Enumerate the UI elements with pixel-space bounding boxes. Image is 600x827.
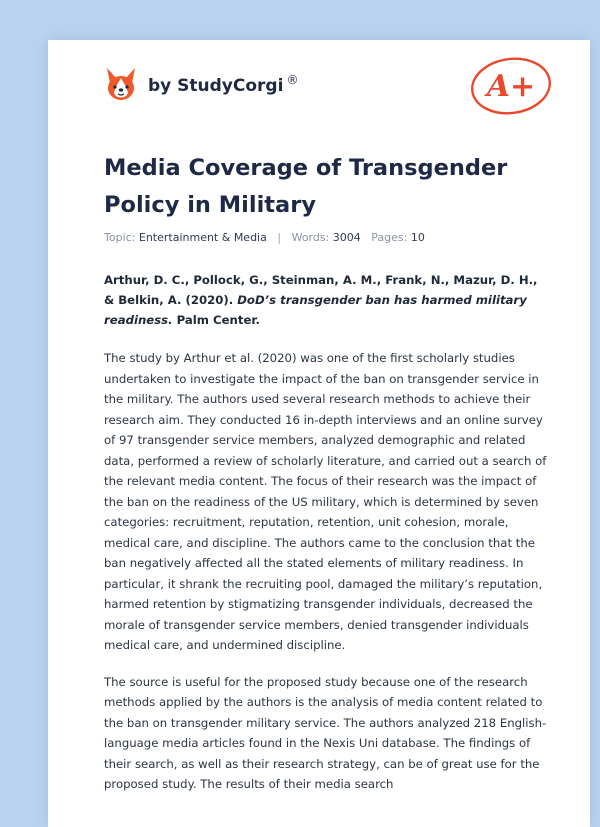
brand-logo[interactable] — [104, 64, 298, 108]
page-title: Media Coverage of Transgender Policy in Military — [104, 155, 508, 218]
topic-label: Topic: — [104, 231, 136, 244]
words-count: 3004 — [332, 231, 361, 244]
document-body — [104, 270, 550, 811]
pages-count: 10 — [410, 231, 425, 244]
grade-text: A+ — [486, 69, 536, 104]
document-card — [48, 40, 590, 827]
topic-link[interactable]: Entertainment & Media — [138, 231, 267, 244]
reference-citation — [104, 270, 550, 330]
pages-label: Pages: — [371, 231, 408, 244]
body-paragraph: The study by Arthur et al. (2020) was one of the first scholarly studies undertaken to investigate the impact of the ban on transgender service in the military. The authors used several research methods to achieve their research aim. They conducted 16 in-depth interviews and an online survey of 97 transgender service members, analyzed demographic and related data, performed a review of scholarly literature, and carried out a search of the relevant media content. The focus of their research was the impact of the ban on the readiness of the US military, which is determined by seven categories: recruitment, reputation, retention, unit cohesion, morale, medical care, and discipline. The authors came to the conclusion that the ban negatively affected all the stated elements of military readiness. In particular, it shrank the recruiting pool, damaged the military’s reputation, harmed retention by stigmatizing transgender individuals, decreased the morale of transgender service members, denied transgender individuals medical care, and undermined discipline. — [104, 351, 547, 652]
grade-badge-icon — [468, 54, 554, 118]
brand-name: by StudyCorgi — [148, 76, 284, 96]
citation-title: DoD’s transgender ban has harmed military readiness. — [104, 293, 527, 327]
registered-mark: ® — [286, 73, 299, 87]
meta-separator: | — [277, 231, 282, 244]
body-paragraph: The source is useful for the proposed study because one of the research methods applied by the authors is the analysis of media content related to the ban on transgender military service. The authors analyzed 218 English-language media articles found in the Nexis Uni database. The findings of their search, as well as their research strategy, can be of great use for the proposed study. The results of their media search — [104, 674, 547, 791]
citation-authors: Arthur, D. C., Pollock, G., Steinman, A. M., Frank, N., Mazur, D. H., & Belkin, A. (2020). — [104, 273, 538, 307]
citation-publisher: Palm Center. — [176, 313, 260, 327]
words-label: Words: — [291, 231, 330, 244]
grade-badge — [468, 54, 554, 122]
corgi-logo-icon — [104, 66, 138, 106]
document-meta — [104, 231, 425, 244]
